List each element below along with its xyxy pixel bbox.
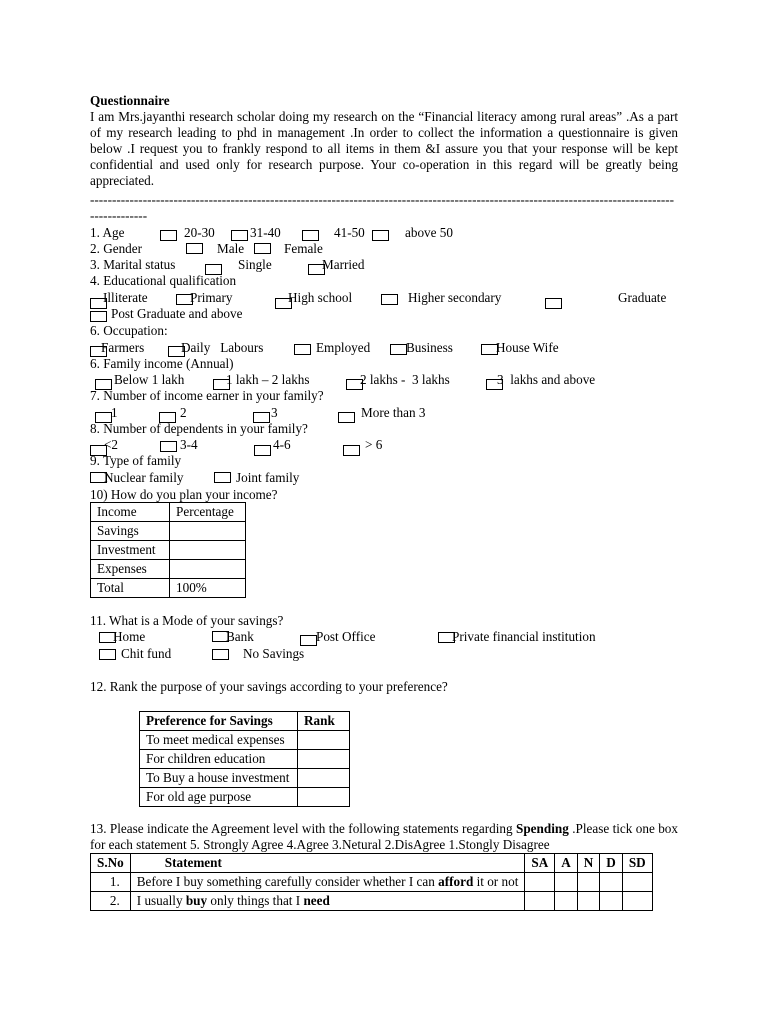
sa-cell[interactable]: [525, 873, 555, 892]
table-row: [91, 560, 246, 579]
earner-option: 1: [111, 405, 118, 420]
savings-post-office-checkbox[interactable]: [300, 635, 317, 646]
a-cell[interactable]: [555, 892, 578, 911]
edu-graduate-checkbox[interactable]: [545, 298, 562, 309]
q7-label: 7. Number of income earner in your family?: [90, 388, 324, 403]
age-option: 20-30: [184, 225, 215, 240]
savings-option: Bank: [226, 629, 254, 644]
table-row: [91, 541, 246, 560]
percentage-cell[interactable]: [170, 560, 246, 579]
rank-cell[interactable]: [298, 731, 350, 750]
edu-option: Graduate: [618, 290, 667, 305]
statement-text: I usually: [136, 893, 186, 908]
income-option: 2 lakhs - 3 lakhs: [360, 372, 450, 387]
q12-label: 12. Rank the purpose of your savings according to your preference?: [90, 679, 448, 694]
percentage-cell: 100%: [170, 579, 246, 598]
table-row: [91, 873, 653, 892]
occ-option: Daily Labours: [181, 340, 264, 355]
percentage-cell[interactable]: [170, 541, 246, 560]
savings-option: Post Office: [316, 629, 376, 644]
earner-option: More than 3: [361, 405, 426, 420]
dependents-gt6-checkbox[interactable]: [343, 445, 360, 456]
preference-cell: For children education: [140, 750, 298, 769]
savings-no-savings-checkbox[interactable]: [212, 649, 229, 660]
q6-label: 6. Family income (Annual): [90, 356, 234, 371]
table-header: S.No: [91, 854, 131, 873]
rank-cell[interactable]: [298, 750, 350, 769]
income-cell: Investment: [91, 541, 170, 560]
gender-male-checkbox[interactable]: [186, 243, 203, 254]
occ-option: Farmers: [101, 340, 145, 355]
edu-option: Post Graduate and above: [111, 306, 243, 321]
page-title: Questionnaire: [90, 93, 170, 108]
q11-label: 11. What is a Mode of your savings?: [90, 613, 284, 628]
d-cell[interactable]: [600, 873, 623, 892]
table-row: [140, 788, 350, 807]
n-cell[interactable]: [577, 873, 600, 892]
age-31-40-checkbox[interactable]: [231, 230, 248, 241]
income-plan-table: [90, 502, 246, 598]
statement-keyword: afford: [438, 874, 474, 889]
q2-label: 2. Gender: [90, 241, 142, 256]
edu-option: Illiterate: [103, 290, 148, 305]
statement-text: it or not: [473, 874, 519, 889]
statement-keyword: need: [303, 893, 330, 908]
savings-preference-table: [139, 711, 350, 807]
income-option: 3 lakhs and above: [497, 372, 596, 387]
table-header: Preference for Savings: [140, 712, 298, 731]
edu-higher-secondary-checkbox[interactable]: [381, 294, 398, 305]
dependents-option: <2: [104, 437, 119, 452]
q8-label: 8. Number of dependents in your family?: [90, 421, 308, 436]
earner-more-than-3-checkbox[interactable]: [338, 412, 355, 423]
occ-employed-checkbox[interactable]: [294, 344, 311, 355]
table-row: [91, 579, 246, 598]
family-option: Nuclear family: [104, 470, 184, 485]
savings-option: Home: [113, 629, 146, 644]
family-option: Joint family: [236, 470, 300, 485]
table-header: SD: [622, 854, 652, 873]
q5-label: 6. Occupation:: [90, 323, 168, 338]
table-header: D: [600, 854, 623, 873]
table-row: [140, 731, 350, 750]
table-row: [140, 769, 350, 788]
table-row: [140, 750, 350, 769]
percentage-cell[interactable]: [170, 522, 246, 541]
intro-paragraph: I am Mrs.jayanthi research scholar doing my research on the “Financial literacy among rural areas” .As a part of my research leading to phd in management .In order to collect the information a questionnaire is given below .I request you to frankly respond to all items in them &I assure you that your response will be kept confidential and used only for research purpose. Your co-operation in this regard will be greatly being appreciated.: [90, 109, 678, 188]
age-20-30-checkbox[interactable]: [160, 230, 177, 241]
statement-cell: [130, 892, 525, 911]
table-header: Income: [91, 503, 170, 522]
q13-text: 13. Please indicate the Agreement level with the following statements regarding: [90, 821, 516, 836]
income-cell: Total: [91, 579, 170, 598]
occ-option: Business: [406, 340, 453, 355]
rank-cell[interactable]: [298, 788, 350, 807]
dependents-option: 3-4: [180, 437, 198, 452]
spending-agreement-table: [90, 853, 653, 911]
row-number: 2.: [91, 892, 131, 911]
edu-option: Higher secondary: [408, 290, 502, 305]
age-option: above 50: [405, 225, 453, 240]
sa-cell[interactable]: [525, 892, 555, 911]
age-option: 41-50: [334, 225, 365, 240]
marital-option: Single: [238, 257, 272, 272]
sd-cell[interactable]: [622, 892, 652, 911]
dependents-4-6-checkbox[interactable]: [254, 445, 271, 456]
q13-keyword: Spending: [516, 821, 569, 836]
age-41-50-checkbox[interactable]: [302, 230, 319, 241]
occ-option: Employed: [316, 340, 371, 355]
savings-option: No Savings: [243, 646, 305, 661]
gender-female-checkbox[interactable]: [254, 243, 271, 254]
statement-keyword: buy: [185, 893, 208, 908]
family-joint-checkbox[interactable]: [214, 472, 231, 483]
dependents-option: > 6: [365, 437, 383, 452]
income-option: 1 lakh – 2 lakhs: [226, 372, 310, 387]
edu-option: High school: [288, 290, 353, 305]
income-cell: Expenses: [91, 560, 170, 579]
edu-post-graduate-checkbox[interactable]: [90, 311, 107, 322]
q1-label: 1. Age: [90, 225, 125, 240]
table-header: A: [555, 854, 578, 873]
n-cell[interactable]: [577, 892, 600, 911]
age-above-50-checkbox[interactable]: [372, 230, 389, 241]
divider-cont: -------------: [90, 208, 148, 223]
table-header: SA: [525, 854, 555, 873]
savings-option: Private financial institution: [452, 629, 596, 644]
preference-cell: For old age purpose: [140, 788, 298, 807]
gender-option: Female: [284, 241, 323, 256]
occ-business-checkbox[interactable]: [390, 344, 407, 355]
age-option: 31-40: [250, 225, 281, 240]
statement-cell: [130, 873, 525, 892]
q9-label: 9. Type of family: [90, 453, 182, 468]
a-cell[interactable]: [555, 873, 578, 892]
dependents-3-4-checkbox[interactable]: [160, 441, 177, 452]
table-header: Rank: [298, 712, 350, 731]
statement-text: only things that I: [207, 893, 304, 908]
rank-cell[interactable]: [298, 769, 350, 788]
table-header: N: [577, 854, 600, 873]
d-cell[interactable]: [600, 892, 623, 911]
savings-option: Chit fund: [121, 646, 172, 661]
table-row: [91, 892, 653, 911]
dependents-option: 4-6: [273, 437, 291, 452]
q13-instructions: [90, 821, 678, 853]
sd-cell[interactable]: [622, 873, 652, 892]
income-cell: Savings: [91, 522, 170, 541]
divider: -------------------------------------------------------------------------------------------------------------------------------------: [90, 192, 675, 207]
table-row: [91, 522, 246, 541]
table-header: Percentage: [170, 503, 246, 522]
marital-option: Married: [322, 257, 365, 272]
gender-option: Male: [217, 241, 245, 256]
statement-text: Before I buy something carefully consider whether I can: [136, 874, 439, 889]
income-option: Below 1 lakh: [114, 372, 185, 387]
occ-option: House Wife: [496, 340, 559, 355]
preference-cell: To Buy a house investment: [140, 769, 298, 788]
table-header: Statement: [130, 854, 525, 873]
row-number: 1.: [91, 873, 131, 892]
edu-option: Primary: [190, 290, 233, 305]
earner-option: 3: [271, 405, 278, 420]
q4-label: 4. Educational qualification: [90, 273, 237, 288]
savings-chit-fund-checkbox[interactable]: [99, 649, 116, 660]
earner-option: 2: [180, 405, 187, 420]
q13-text: .Please tick one box for each statement 5. Strongly Agree 4.Agree 3.Netural 2.DisAgree 1.Stongly Disagree: [90, 821, 678, 852]
q3-label: 3. Marital status: [90, 257, 176, 272]
q10-label: 10) How do you plan your income?: [90, 487, 278, 502]
preference-cell: To meet medical expenses: [140, 731, 298, 750]
